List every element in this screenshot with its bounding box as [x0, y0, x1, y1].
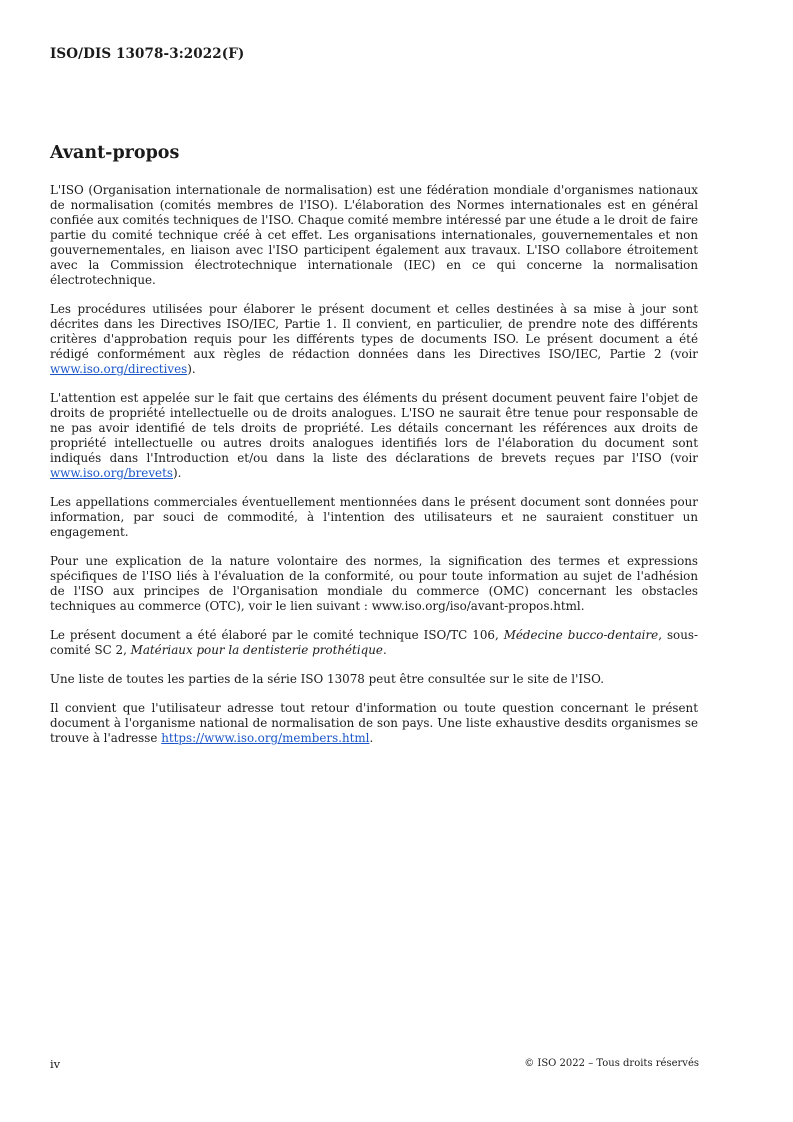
paragraph-text-end: ). — [172, 466, 182, 480]
paragraph-procedures — [50, 302, 698, 377]
paragraph-voluntary-nature: Pour une explication de la nature volontaire des normes, la signification des termes et expressions spécifiques de l'ISO liés à l'évaluation de la conformité, ou pour toute information au sujet de l'adhésion de l'ISO aux principes de l'Organisation mondiale du commerce (OMC) concernant les obstacles techniques au commerce (OTC), voir le lien suivant : www.iso.org/iso/avant-propos.html. — [50, 554, 698, 613]
committee-title: Médecine bucco-dentaire — [503, 628, 659, 642]
page-title: Avant-propos — [50, 143, 180, 163]
copyright-notice: © ISO 2022 – Tous droits réservés — [524, 1058, 699, 1069]
paragraph-iso-organisation: L'ISO (Organisation internationale de normalisation) est une fédération mondiale d'organismes nationaux de normalisation (comités membres de l'ISO). L'élaboration des Normes internationales est en général confiée aux comités techniques de l'ISO. Chaque comité membre intéressé par une étude a le droit de faire partie du comité technique créé à cet effet. Les organisations internationales, gouvernementales et non gouvernementales, en liaison avec l'ISO participent également aux travaux. L'ISO collabore étroitement avec la Commission électrotechnique internationale (IEC) en ce qui concerne la normalisation électrotechnique. — [50, 183, 698, 287]
paragraph-text: Les procédures utilisées pour élaborer le présent document et celles destinées à sa mise à jour sont décrites dans les Directives ISO/IEC, Partie 1. Il convient, en particulier, de prendre note des différents critères d'approbation requis pour les différents types de documents ISO. Le présent document a été rédigé conformément aux règles de rédaction données dans les Directives ISO/IEC, Partie 2 (voir — [50, 302, 698, 361]
paragraph-trade-names: Les appellations commerciales éventuellement mentionnées dans le présent document sont données pour information, par souci de commodité, à l'intention des utilisateurs et ne sauraient constituer un engagement. — [50, 495, 698, 539]
paragraph-feedback — [50, 701, 698, 746]
paragraph-text: L'attention est appelée sur le fait que certains des éléments du présent document peuvent faire l'objet de droits de propriété intellectuelle ou de droits analogues. L'ISO ne saurait être tenue pour responsable de ne pas avoir identifié de tels droits de propriété. Les détails concernant les références aux droits de propriété intellectuelle ou autres droits analogues identifiés lors de l'élaboration du document sont indiqués dans l'Introduction et/ou dans la liste des déclarations de brevets reçues par l'ISO (voir — [50, 391, 698, 465]
paragraph-text-end: ). — [187, 362, 196, 376]
members-link[interactable]: https://www.iso.org/members.html — [161, 731, 370, 745]
paragraph-text-end: . — [382, 643, 387, 657]
paragraph-text: Le présent document a été élaboré par le comité technique ISO/TC 106, — [50, 628, 504, 642]
paragraph-committee — [50, 628, 698, 658]
paragraph-series-list: Une liste de toutes les parties de la série ISO 13078 peut être consultée sur le site de l'ISO. — [50, 672, 605, 686]
document-reference: ISO/DIS 13078-3:2022(F) — [50, 46, 245, 62]
patents-link[interactable]: www.iso.org/brevets — [50, 466, 173, 480]
paragraph-text-end: . — [369, 731, 374, 745]
document-body — [50, 183, 698, 760]
directives-link[interactable]: www.iso.org/directives — [50, 362, 188, 376]
paragraph-text: , sous-comité SC 2, — [50, 628, 698, 657]
subcommittee-title: Matériaux pour la dentisterie prothétique — [130, 643, 383, 657]
page-number: iv — [50, 1057, 61, 1071]
paragraph-patents — [50, 391, 698, 481]
paragraph-text: Il convient que l'utilisateur adresse tout retour d'information ou toute question concernant le présent document à l'organisme national de normalisation de son pays. Une liste exhaustive desdits organismes se trouve à l'adresse — [50, 701, 698, 745]
